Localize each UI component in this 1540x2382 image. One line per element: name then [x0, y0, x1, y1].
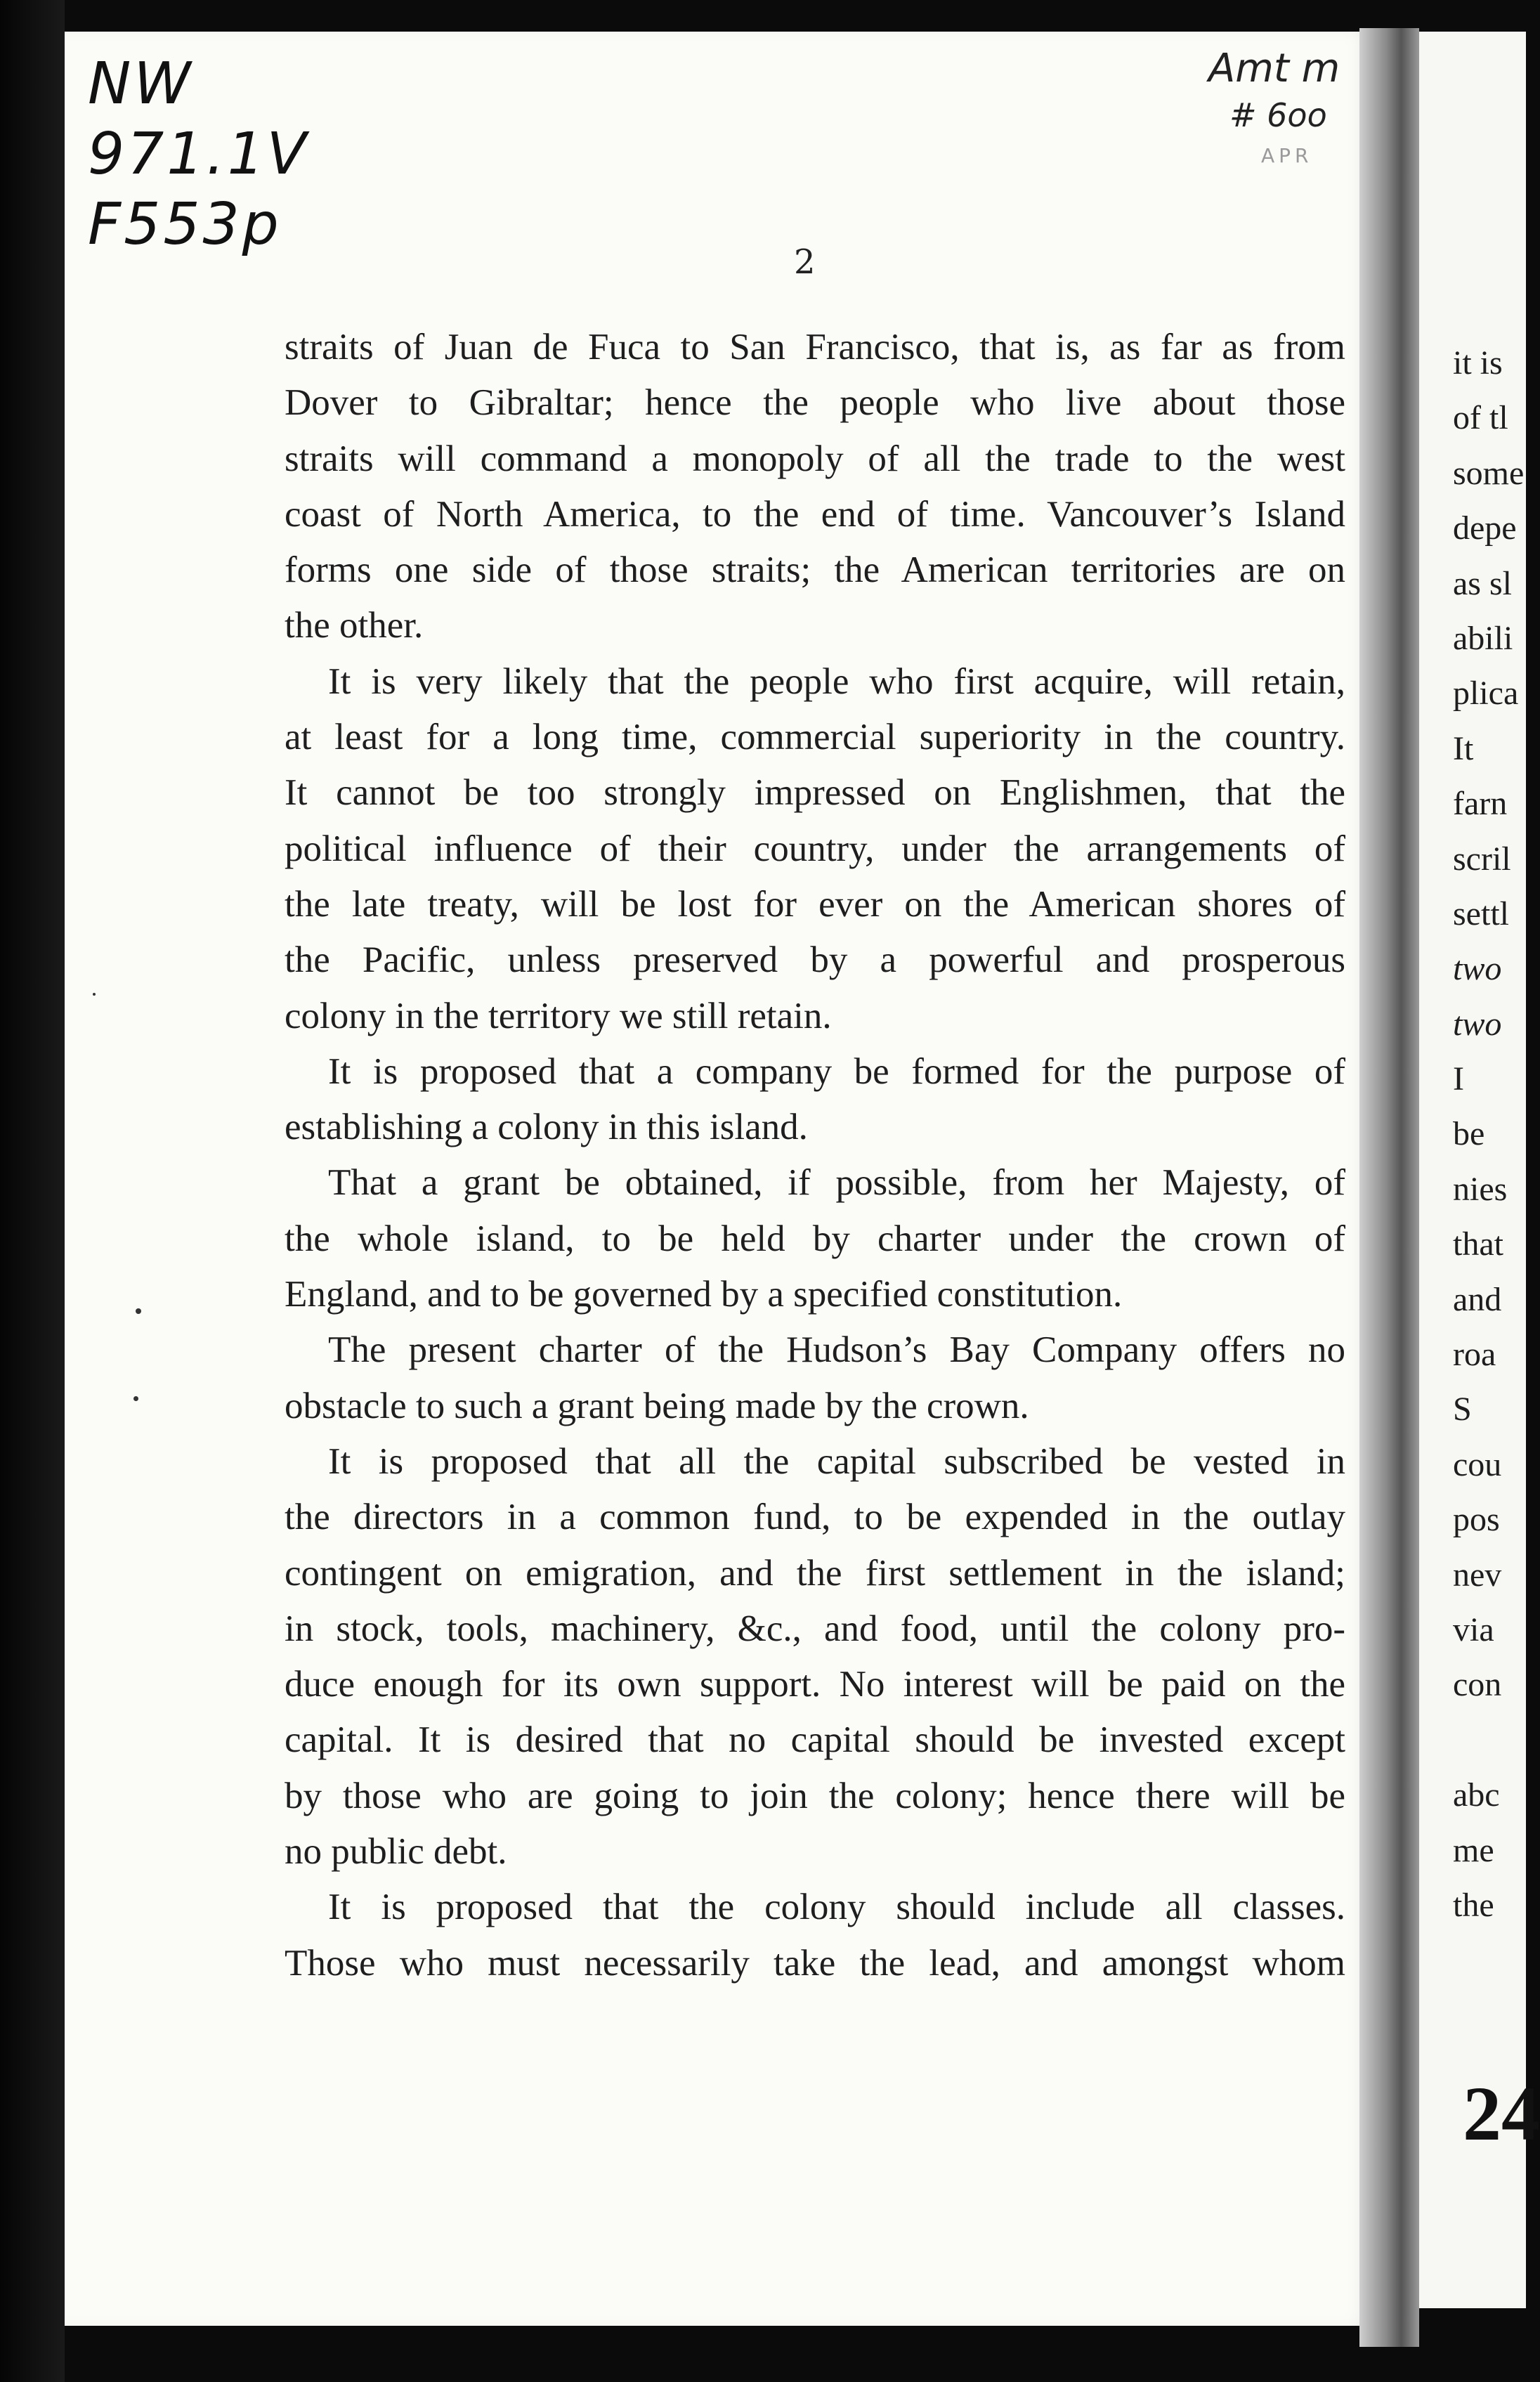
acquisition-note-line: # 6oo [1229, 96, 1327, 134]
facing-line-fragment: scril [1453, 840, 1511, 878]
text-line: in stock, tools, machinery, &c., and food, until the colony pro- [285, 1608, 1345, 1649]
text-line: capital. It is desired that no capital should be invested except [285, 1719, 1345, 1761]
facing-page-text [1453, 336, 1530, 1933]
facing-line-fragment: I [1453, 1060, 1464, 1098]
date-stamp-fragment: APR [1261, 144, 1313, 167]
facing-line-fragment: of tl [1453, 399, 1508, 437]
facing-line-fragment: depe [1453, 509, 1517, 547]
text-line: Those who must necessarily take the lead, and amongst whom [285, 1942, 1345, 1984]
facing-line-fragment: it is [1453, 344, 1503, 382]
text-line: no public debt. [285, 1831, 507, 1873]
ink-speck [136, 1308, 141, 1314]
facing-line-fragment: farn [1453, 785, 1508, 823]
facing-line-fragment: S [1453, 1391, 1472, 1428]
facing-line-fragment: two [1453, 950, 1502, 988]
facing-line-fragment: be [1453, 1115, 1485, 1153]
text-line: by those who are going to join the colony; hence there will be [285, 1775, 1345, 1816]
text-line: obstacle to such a grant being made by the crown. [285, 1385, 1029, 1426]
facing-line-fragment: con [1453, 1666, 1502, 1704]
facing-line-fragment: as sl [1453, 564, 1512, 602]
text-line: The present charter of the Hudson’s Bay Company offers no [328, 1329, 1345, 1371]
facing-line-fragment: and [1453, 1280, 1502, 1318]
text-line: It cannot be too strongly impressed on Englishmen, that the [285, 772, 1345, 814]
facing-line-fragment: cou [1453, 1445, 1502, 1483]
text-line: straits will command a monopoly of all the trade to the west [285, 438, 1345, 479]
page-number: 2 [794, 242, 816, 282]
text-line: the Pacific, unless preserved by a powerful and prosperous [285, 939, 1345, 981]
body-text [285, 320, 1345, 1991]
text-line: Dover to Gibraltar; hence the people who live about those [285, 382, 1345, 424]
text-line: straits of Juan de Fuca to San Francisco, that is, as far as from [285, 327, 1345, 367]
handwritten-acquisition-note [1208, 46, 1370, 138]
facing-line-fragment: settl [1453, 894, 1509, 932]
facing-line-fragment: via [1453, 1610, 1494, 1648]
facing-line-fragment: me [1453, 1831, 1494, 1869]
scan-border [0, 0, 65, 2382]
ink-speck [133, 1396, 138, 1401]
text-line: establishing a colony in this island. [285, 1107, 808, 1148]
text-line: England, and to be governed by a specified constitution. [285, 1274, 1123, 1315]
text-line: It is proposed that a company be formed for the purpose of [328, 1050, 1345, 1092]
acquisition-note-line: Amt m [1208, 46, 1340, 91]
text-line: the late treaty, will be lost for ever on the American shores of [285, 883, 1345, 925]
ink-speck [93, 993, 96, 996]
facing-page-number-fragment: 24 [1463, 2071, 1540, 2156]
book-gutter [1359, 28, 1419, 2347]
facing-line-fragment: pos [1453, 1501, 1500, 1539]
text-line: the directors in a common fund, to be expended in the outlay [285, 1497, 1345, 1538]
facing-line-fragment: nies [1453, 1170, 1508, 1208]
facing-line-fragment: some [1453, 454, 1525, 492]
facing-line-fragment: abc [1453, 1776, 1500, 1814]
facing-line-fragment: It [1453, 729, 1474, 767]
text-line: forms one side of those straits; the American territories are on [285, 549, 1345, 591]
text-line: the other. [285, 605, 424, 646]
text-line: It is proposed that the colony should include all classes. [328, 1887, 1345, 1928]
text-line: It is very likely that the people who first acquire, will retain, [328, 660, 1345, 702]
call-number-line: NW [88, 51, 194, 117]
facing-line-fragment: two [1453, 1005, 1502, 1043]
text-line: the whole island, to be held by charter under the crown of [285, 1218, 1345, 1259]
facing-line-fragment: abili [1453, 619, 1513, 657]
facing-line-fragment: nev [1453, 1556, 1502, 1594]
text-line: coast of North America, to the end of time. Vancouver’s Island [285, 493, 1345, 535]
text-line: colony in the territory we still retain. [285, 995, 832, 1036]
facing-line-fragment: plica [1453, 675, 1519, 712]
text-line: political influence of their country, under the arrangements of [285, 828, 1345, 869]
text-line: duce enough for its own support. No interest will be paid on the [285, 1664, 1345, 1705]
call-number-line: 971.1V [88, 121, 309, 188]
facing-line-fragment: that [1453, 1225, 1503, 1263]
call-number-line: F553p [88, 191, 282, 258]
handwritten-call-number [88, 49, 355, 260]
text-line: at least for a long time, commercial superiority in the country. [285, 717, 1345, 758]
text-line: It is proposed that all the capital subscribed be vested in [328, 1440, 1345, 1482]
text-line: contingent on emigration, and the first settlement in the island; [285, 1552, 1345, 1594]
facing-line-fragment [1453, 1713, 1530, 1768]
facing-line-fragment: the [1453, 1886, 1494, 1924]
text-line: That a grant be obtained, if possible, from her Majesty, of [328, 1162, 1345, 1204]
facing-line-fragment: roa [1453, 1336, 1496, 1374]
